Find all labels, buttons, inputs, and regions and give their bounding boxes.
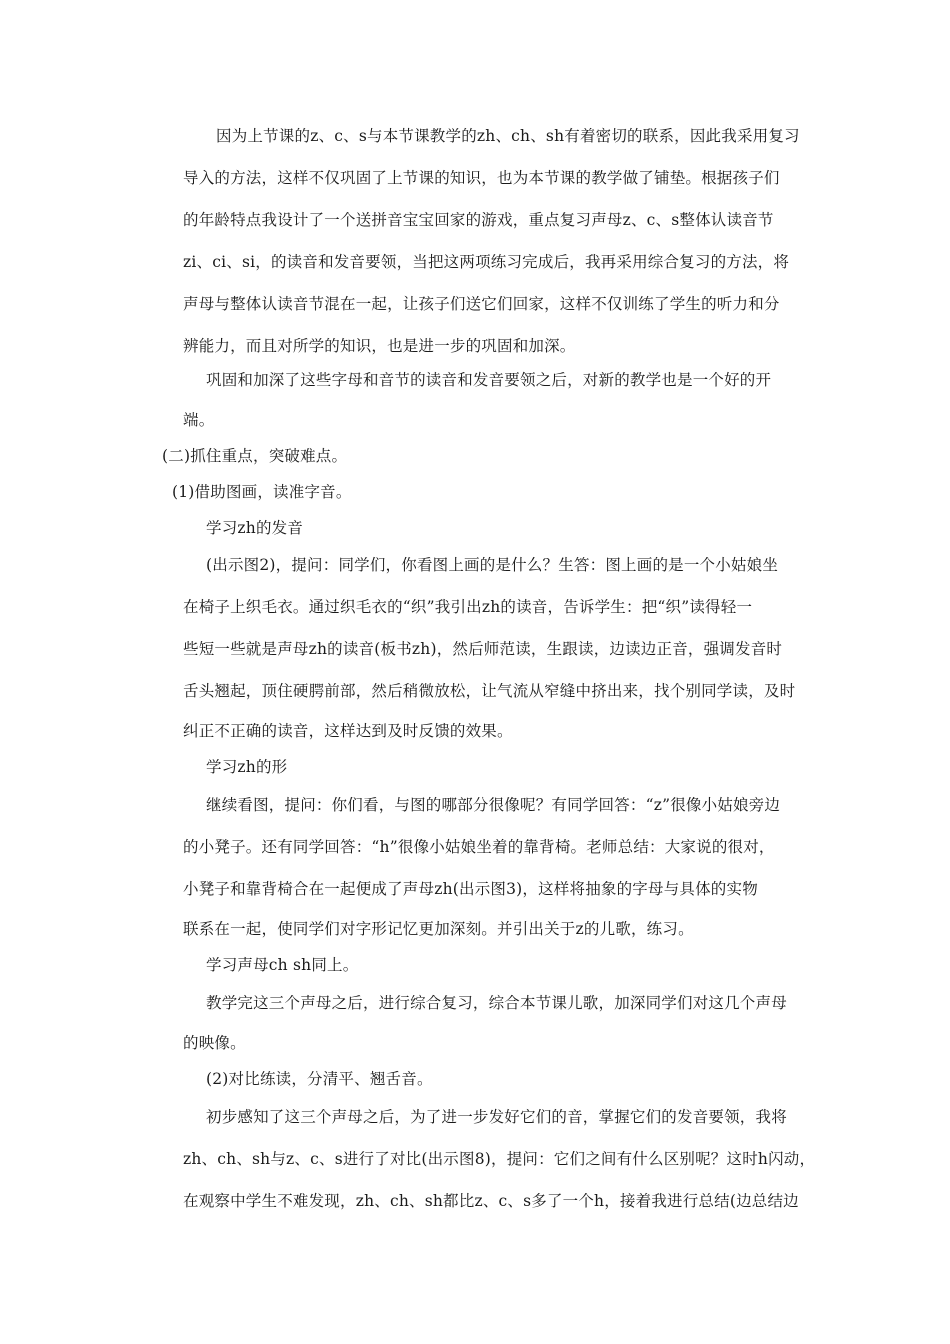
text-line: 的年龄特点我设计了一个送拼音宝宝回家的游戏，重点复习声母z、c、s整体认读音节 [183, 211, 774, 229]
text-line: 初步感知了这三个声母之后，为了进一步发好它们的音，掌握它们的发音要领，我将 [206, 1108, 787, 1126]
text-line: zh、ch、sh与z、c、s进行了对比(出示图8)，提问：它们之间有什么区别呢？这时h闪动， [183, 1150, 816, 1168]
text-line: 巩固和加深了这些字母和音节的读音和发音要领之后，对新的教学也是一个好的开 [206, 371, 772, 389]
topic-heading: 学习声母ch sh同上。 [206, 956, 359, 974]
text-line: 联系在一起，使同学们对字形记忆更加深刻。并引出关于z的儿歌，练习。 [183, 920, 694, 938]
text-line: 的映像。 [183, 1034, 246, 1052]
text-line: 教学完这三个声母之后，进行综合复习，综合本节课儿歌，加深同学们对这几个声母 [206, 994, 787, 1012]
text-line: 在观察中学生不难发现，zh、ch、sh都比z、c、s多了一个h，接着我进行总结(边总结边 [183, 1192, 799, 1210]
topic-heading: 学习zh的发音 [206, 519, 304, 537]
text-line: 辨能力，而且对所学的知识，也是进一步的巩固和加深。 [183, 337, 576, 355]
text-line: 小凳子和靠背椅合在一起便成了声母zh(出示图3)，这样将抽象的字母与具体的实物 [183, 880, 758, 898]
text-line: 端。 [183, 411, 215, 429]
text-line: 舌头翘起，顶住硬腭前部，然后稍微放松，让气流从窄缝中挤出来，找个别同学读，及时 [183, 682, 796, 700]
text-line: (出示图2)，提问：同学们，你看图上画的是什么？生答：图上画的是一个小姑娘坐 [206, 556, 779, 574]
text-line: zi、ci、si，的读音和发音要领，当把这两项练习完成后，我再采用综合复习的方法，将 [183, 253, 790, 271]
text-line: 继续看图，提问：你们看，与图的哪部分很像呢？有同学回答：“z”很像小姑娘旁边 [206, 796, 781, 814]
subsection-heading: (2)对比练读，分清平、翘舌音。 [206, 1070, 433, 1088]
section-heading: (二)抓住重点，突破难点。 [162, 447, 348, 465]
text-line: 纠正不正确的读音，这样达到及时反馈的效果。 [183, 722, 513, 740]
text-line: 因为上节课的z、c、s与本节课教学的zh、ch、sh有着密切的联系，因此我采用复习 [216, 127, 800, 145]
text-line: 声母与整体认读音节混在一起，让孩子们送它们回家，这样不仅训练了学生的听力和分 [183, 295, 780, 313]
text-line: 些短一些就是声母zh的读音(板书zh)，然后师范读，生跟读，边读边正音，强调发音时 [183, 640, 783, 658]
subsection-heading: (1)借助图画，读准字音。 [172, 483, 352, 501]
text-line: 的小凳子。还有同学回答：“h”很像小姑娘坐着的靠背椅。老师总结：大家说的很对， [183, 838, 775, 856]
topic-heading: 学习zh的形 [206, 758, 288, 776]
text-line: 导入的方法，这样不仅巩固了上节课的知识，也为本节课的教学做了铺垫。根据孩子们 [183, 169, 780, 187]
text-line: 在椅子上织毛衣。通过织毛衣的“织”我引出zh的读音，告诉学生：把“织”读得轻一 [183, 598, 753, 616]
